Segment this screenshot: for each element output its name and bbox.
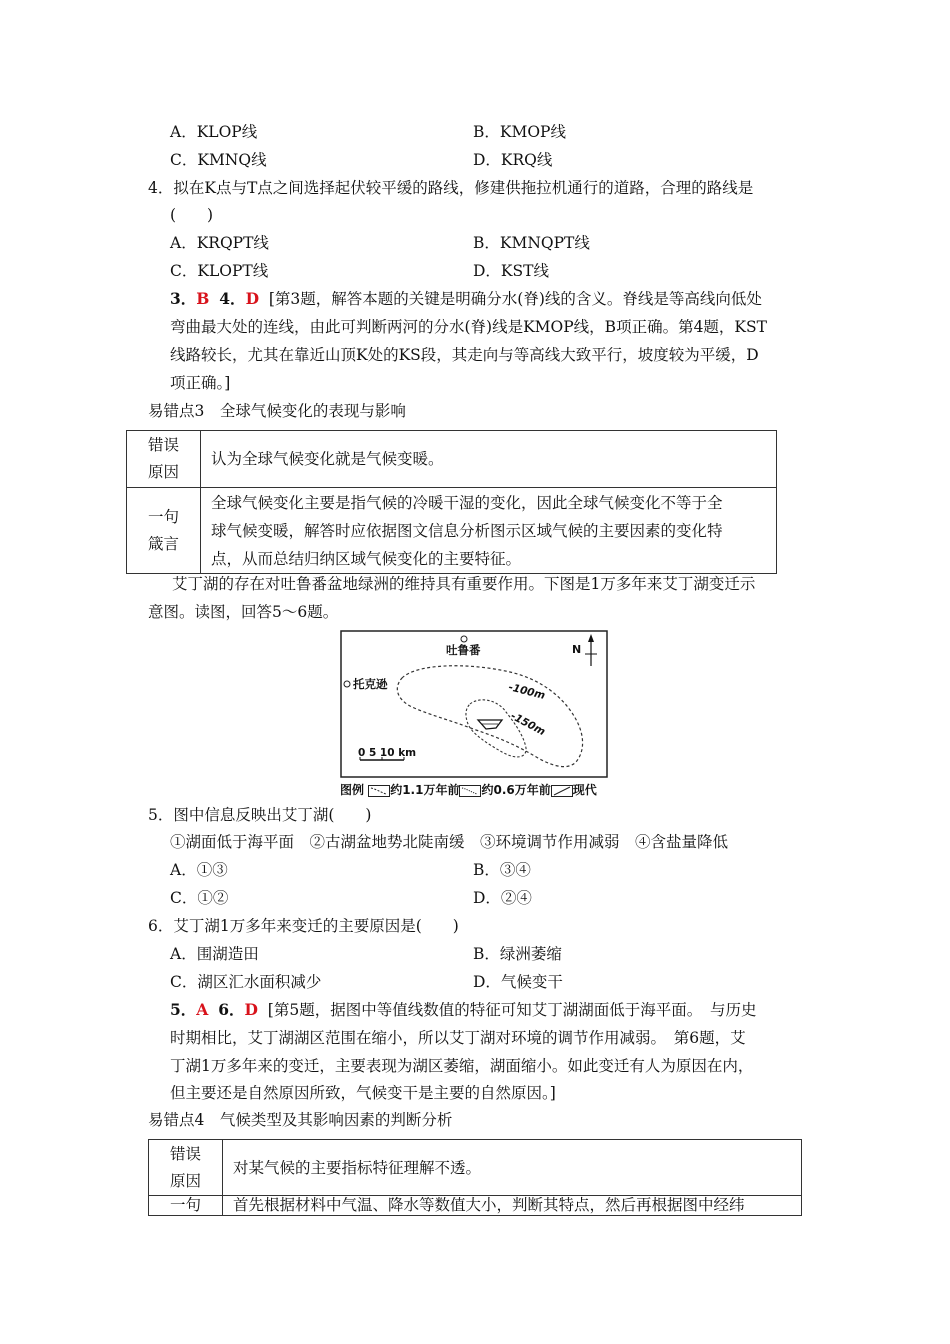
q3-option-d: D．KRQ线 [473, 151, 553, 169]
contour-label-150: -150m [508, 710, 548, 739]
toksun-marker [344, 681, 350, 687]
q6-option-d: D．气候变干 [473, 973, 563, 991]
legend-swatch-6k-icon [459, 785, 481, 797]
section4-table [148, 1139, 802, 1216]
q5-option-b: B．③④ [473, 861, 531, 879]
q3-option-b: B．KMOP线 [473, 123, 566, 141]
q4-option-c: C．KLOPT线 [170, 262, 269, 280]
q4-option-b: B．KMNQPT线 [473, 234, 590, 252]
intro-line1: 艾丁湖的存在对吐鲁番盆地绿洲的维持具有重要作用。下图是1万多年来艾丁湖变迁示 [172, 575, 756, 593]
section4-row1-text: 对某气候的主要指标特征理解不透。 [223, 1140, 802, 1196]
turpan-marker [461, 636, 467, 642]
q3-answer: B [196, 289, 210, 308]
answer-34-text1: [第3题，解答本题的关键是明确分水(脊)线的含义。脊线是等高线向低处 [268, 290, 762, 308]
q4-option-a: A．KRQPT线 [170, 234, 269, 252]
section3-row2-label: 一句 箴言 [127, 488, 201, 574]
answer-56-line4: 但主要还是自然原因所致，气候变干是主要的自然原因。] [170, 1084, 556, 1102]
answer-34-line2: 弯曲最大处的连线，由此可判断两河的分水(脊)线是KMOP线，B项正确。第4题，KST [170, 318, 767, 336]
legend-label-modern: 现代 [572, 783, 597, 797]
intro-line2: 意图。读图，回答5～6题。 [148, 603, 339, 621]
toksun-label: 托克逊 [353, 677, 388, 691]
section3-row1-label: 错误 原因 [127, 431, 201, 488]
q4-num: 4． [219, 289, 246, 308]
q6-stem: 6．艾丁湖1万多年来变迁的主要原因是( ) [148, 917, 459, 935]
q3-num: 3． [170, 289, 197, 308]
section4-row2-label: 一句 [149, 1196, 223, 1216]
section3-title: 易错点3 全球气候变化的表现与影响 [148, 402, 406, 420]
section4-title: 易错点4 气候类型及其影响因素的判断分析 [148, 1111, 453, 1129]
q5-option-c: C．①② [170, 889, 229, 907]
legend-label-11k: 约1.1万年前 [390, 783, 460, 797]
q3-option-a: A．KLOP线 [170, 123, 258, 141]
legend-swatch-11k-icon [368, 785, 390, 797]
legend-label-6k: 约0.6万年前 [481, 783, 551, 797]
legend-title: 图例 [340, 783, 365, 797]
q4-stem-bracket: ( ) [170, 206, 214, 224]
q4-answer: D [245, 289, 260, 308]
answer-34-line4: 项正确。] [170, 374, 231, 392]
q5-option-a: A．①③ [170, 861, 228, 879]
map-legend [340, 781, 597, 798]
answer-34-line3: 线路较长，尤其在靠近山顶K处的KS段，其走向与等高线大致平行，坡度较为平缓，D [170, 346, 759, 364]
q6-option-a: A．围湖造田 [170, 945, 259, 963]
q3-option-c: C．KMNQ线 [170, 151, 267, 169]
section4-row1-label: 错误 原因 [149, 1140, 223, 1196]
q6-option-c: C．湖区汇水面积减少 [170, 973, 322, 991]
q6-num: 6． [218, 1000, 245, 1019]
north-label: N [572, 643, 582, 656]
answer-34-line1 [170, 289, 762, 309]
contour-label-100: -100m [507, 681, 547, 702]
section3-table [126, 430, 777, 574]
q5-items: ①湖面低于海平面 ②古湖盆地势北陡南缓 ③环境调节作用减弱 ④含盐量降低 [170, 833, 729, 851]
legend-swatch-modern-icon [551, 785, 573, 797]
answer-56-line3: 丁湖1万多年来的变迁，主要表现为湖区萎缩，湖面缩小。如此变迁有人为原因在内， [170, 1057, 754, 1075]
section3-row1-text: 认为全球气候变化就是气候变暖。 [201, 431, 777, 488]
answer-56-text1: [第5题，据图中等值线数值的特征可知艾丁湖湖面低于海平面。 与历史 [267, 1001, 757, 1019]
aiding-lake-map [340, 630, 608, 778]
q6-option-b: B．绿洲萎缩 [473, 945, 562, 963]
scale-label: 0 5 10 km [358, 747, 417, 759]
turpan-label: 吐鲁番 [446, 643, 481, 657]
answer-56-line2: 时期相比，艾丁湖湖区范围在缩小，所以艾丁湖对环境的调节作用减弱。 第6题，艾 [170, 1029, 746, 1047]
answer-56-line1 [170, 1000, 756, 1020]
section3-row2-text: 全球气候变化主要是指气候的冷暖干湿的变化，因此全球气候变化不等于全 球气候变暖，解答时应依据图文信息分析图示区域气候的主要因素的变化特 点，从而总结归纳区域气候变化的主要特征。 [201, 488, 777, 574]
q5-num: 5． [170, 1000, 197, 1019]
q5-stem: 5．图中信息反映出艾丁湖( ) [148, 806, 372, 824]
q5-option-d: D．②④ [473, 889, 532, 907]
q6-answer: D [244, 1000, 258, 1019]
q4-option-d: D．KST线 [473, 262, 549, 280]
q4-stem: 4．拟在K点与T点之间选择起伏较平缓的路线，修建供拖拉机通行的道路，合理的路线是 [148, 179, 754, 197]
q5-answer: A [196, 1000, 209, 1019]
section4-row2-text: 首先根据材料中气温、降水等数值大小，判断其特点，然后再根据图中经纬 [223, 1196, 802, 1216]
